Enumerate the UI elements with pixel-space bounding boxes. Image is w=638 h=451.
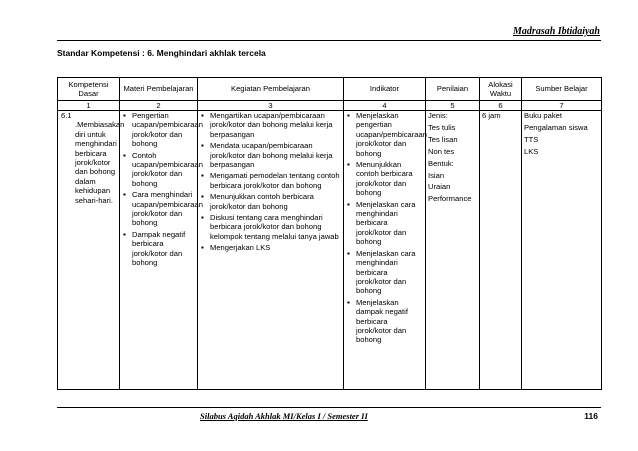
indikator-item: ▪ Menjelaskan cara menghindari berbicara jorok/kotor dan bohong — [346, 249, 423, 296]
sumber-item: Pengalaman siswa — [524, 122, 588, 132]
indikator-item: ▪ Menjelaskan dampak negatif berbicara jorok/kotor dan bohong — [346, 298, 423, 345]
col-number: 2 — [120, 101, 198, 111]
cell-kompetensi — [58, 111, 125, 390]
header-rule — [57, 40, 601, 41]
kegiatan-item: ▪ Mengartikan ucapan/pembicaraan jorok/kotor dan bohong melalui kerja berpasangan — [200, 111, 341, 139]
col-sumber: Sumber Belajar — [522, 78, 602, 101]
kegiatan-item: ▪ Menunjukkan contoh berbicara jorok/kotor dan bohong — [200, 192, 341, 211]
cell-sumber — [522, 111, 602, 390]
alokasi-value: 6 jam — [482, 111, 501, 120]
col-number: 7 — [522, 101, 602, 111]
kegiatan-item: ▪ Mengerjakan LKS — [200, 243, 341, 252]
penilaian-item: Bentuk: — [428, 158, 454, 168]
penilaian-item: Non tes — [428, 146, 455, 156]
materi-item: ▪ Cara menghindari ucapan/pembicaraan jorok/kotor dan bohong — [122, 190, 195, 228]
cell-kegiatan — [198, 111, 344, 390]
indikator-item: ▪ Menjelaskan pengertian ucapan/pembicaraan jorok/kotor dan bohong — [346, 111, 423, 158]
materi-item: ▪ Dampak negatif berbicara jorok/kotor dan bohong — [122, 230, 195, 268]
school-name: Madrasah Ibtidaiyah — [513, 26, 600, 37]
col-number: 3 — [198, 101, 344, 111]
penilaian-item: Performance — [428, 194, 472, 204]
competency-standard: Standar Kompetensi : 6. Menghindari akhlak tercela — [57, 48, 266, 58]
cell-penilaian — [426, 111, 480, 390]
col-number: 6 — [480, 101, 522, 111]
col-number: 4 — [344, 101, 426, 111]
col-materi: Materi Pembelajaran — [120, 78, 198, 101]
col-penilaian: Penilaian — [426, 78, 480, 101]
materi-item: ▪ Contoh ucapan/pembicaraan jorok/kotor dan bohong — [122, 151, 195, 189]
cell-indikator — [344, 111, 426, 390]
col-number: 5 — [426, 101, 480, 111]
kompetensi-text: 6.1 .Membiasakan diri untuk menghindari berbicara jorok/kotor dan bohong dalam kehidupan sehari-hari. — [61, 111, 125, 205]
materi-item: ▪ Pengertian ucapan/pembicaraan jorok/kotor dan bohong — [122, 111, 195, 149]
sumber-item: TTS — [524, 134, 539, 144]
cell-materi — [120, 111, 203, 390]
penilaian-item: Isian — [428, 170, 445, 180]
kegiatan-item: ▪ Mengamati pemodelan tentang contoh berbicara jorok/kotor dan bohong — [200, 171, 341, 190]
col-kegiatan: Kegiatan Pembelajaran — [198, 78, 344, 101]
footer-title: Silabus Aqidah Akhlak MI/Kelas I / Semester II — [200, 411, 368, 421]
kegiatan-item: ▪ Mendata ucapan/pembicaraan jorok/kotor dan bohong melalui kerja berpasangan — [200, 141, 341, 169]
footer-rule — [57, 407, 601, 408]
indikator-item: ▪ Menjelaskan cara menghindari berbicara jorok/kotor dan bohong — [346, 200, 423, 247]
page-number: 116 — [584, 411, 598, 421]
cell-alokasi — [480, 111, 522, 390]
syllabus-table — [57, 77, 602, 390]
indikator-item: ▪ Menunjukkan contoh berbicara jorok/kotor dan bohong — [346, 160, 423, 198]
col-number: 1 — [58, 101, 120, 111]
penilaian-item: Tes tulis — [428, 122, 456, 132]
col-alokasi: Alokasi Waktu — [480, 78, 522, 101]
col-kompetensi: Kompetensi Dasar — [58, 78, 120, 101]
penilaian-item: Uraian — [428, 182, 451, 192]
sumber-item: Buku paket — [524, 111, 562, 120]
col-indikator: Indikator — [344, 78, 426, 101]
sumber-item: LKS — [524, 146, 539, 156]
kegiatan-item: ▪ Diskusi tentang cara menghindari berbicara jorok/kotor dan bohong kelompok tentang melalui tanya jawab — [200, 213, 341, 241]
penilaian-item: Jenis: — [428, 111, 448, 120]
penilaian-item: Tes lisan — [428, 134, 458, 144]
